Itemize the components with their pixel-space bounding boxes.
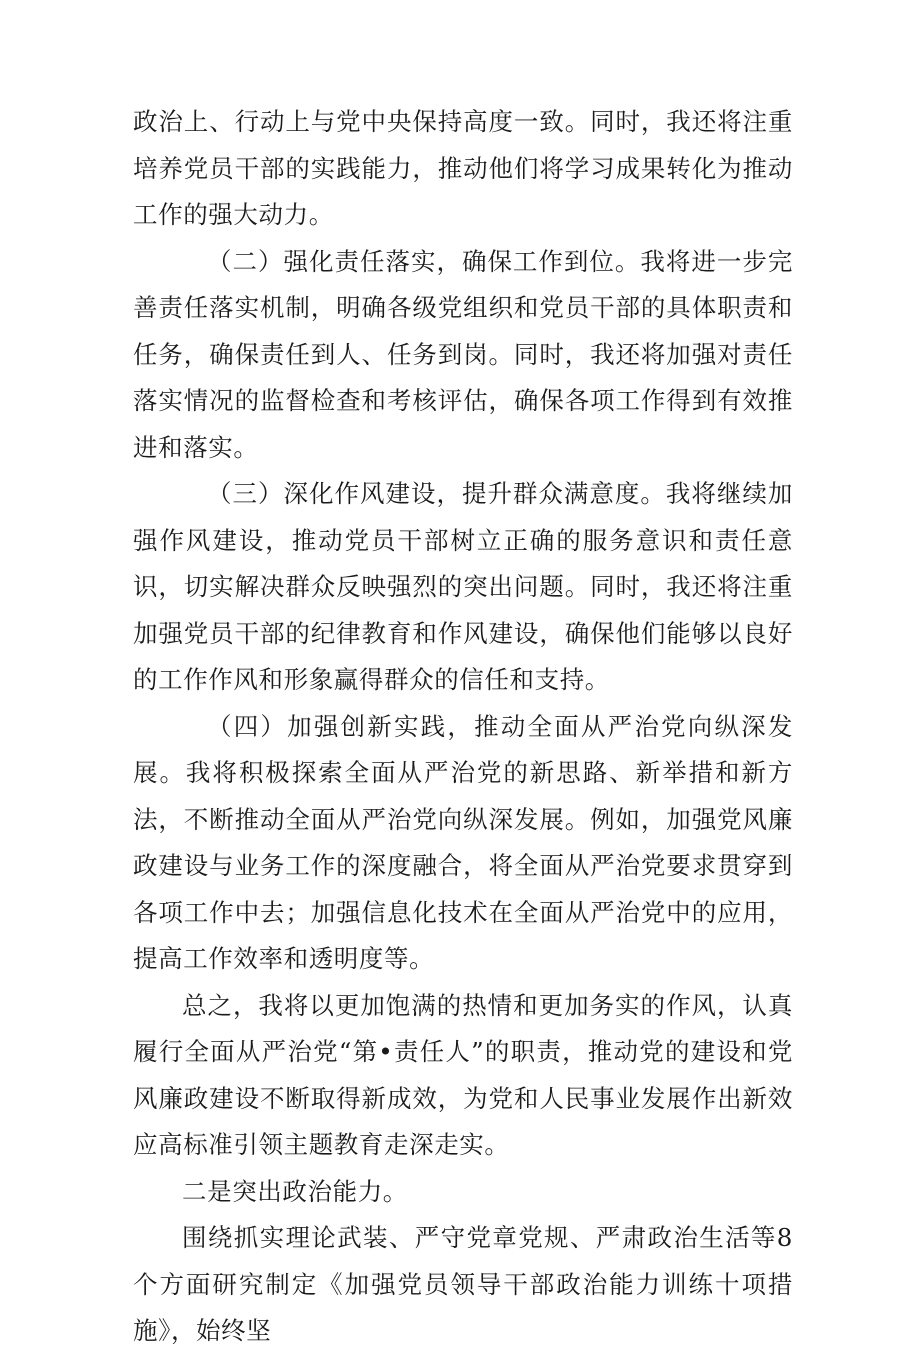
paragraph-item-4: （四）加强创新实践，推动全面从严治党向纵深发展。我将积极探索全面从严治党的新思路、新举措和新方法，不断推动全面从严治党向纵深发展。例如，加强党风廉政建设与业务工作的深度融合，将全面从严治党要求贯穿到各项工作中去；加强信息化技术在全面从严治党中的应用，提高工作效率和透明度等。 [133,711,793,973]
paragraph-item-3: （三）深化作风建设，提升群众满意度。我将继续加强作风建设，推动党员干部树立正确的服务意识和责任意识，切实解决群众反映强烈的突出问题。同时，我还将注重加强党员干部的纪律教育和作风建设，确保他们能够以良好的工作作风和形象赢得群众的信任和支持。 [133,479,793,694]
paragraph-continuation: 政治上、行动上与党中央保持高度一致。同时，我还将注重培养党员干部的实践能力，推动他们将学习成果转化为推动工作的强大动力。 [133,107,793,229]
paragraph-summary: 总之，我将以更加饱满的热情和更加务实的作风，认真履行全面从严治党“第•责任人”的职责，推动党的建设和党风廉政建设不断取得新成效，为党和人民事业发展作出新效应高标准引领主题教育走深走实。 [133,990,793,1159]
paragraph-body: 围绕抓实理论武装、严守党章党规、严肃政治生活等8个方面研究制定《加强党员领导干部政治能力训练十项措施》，始终坚 [133,1223,793,1345]
paragraph-item-2: （二）强化责任落实，确保工作到位。我将进一步完善责任落实机制，明确各级党组织和党员干部的具体职责和任务，确保责任到人、任务到岗。同时，我还将加强对责任落实情况的监督检查和考核评估，确保各项工作得到有效推进和落实。 [133,246,793,462]
paragraph-heading: 二是突出政治能力。 [182,1176,408,1206]
document-page [133,99,793,1355]
